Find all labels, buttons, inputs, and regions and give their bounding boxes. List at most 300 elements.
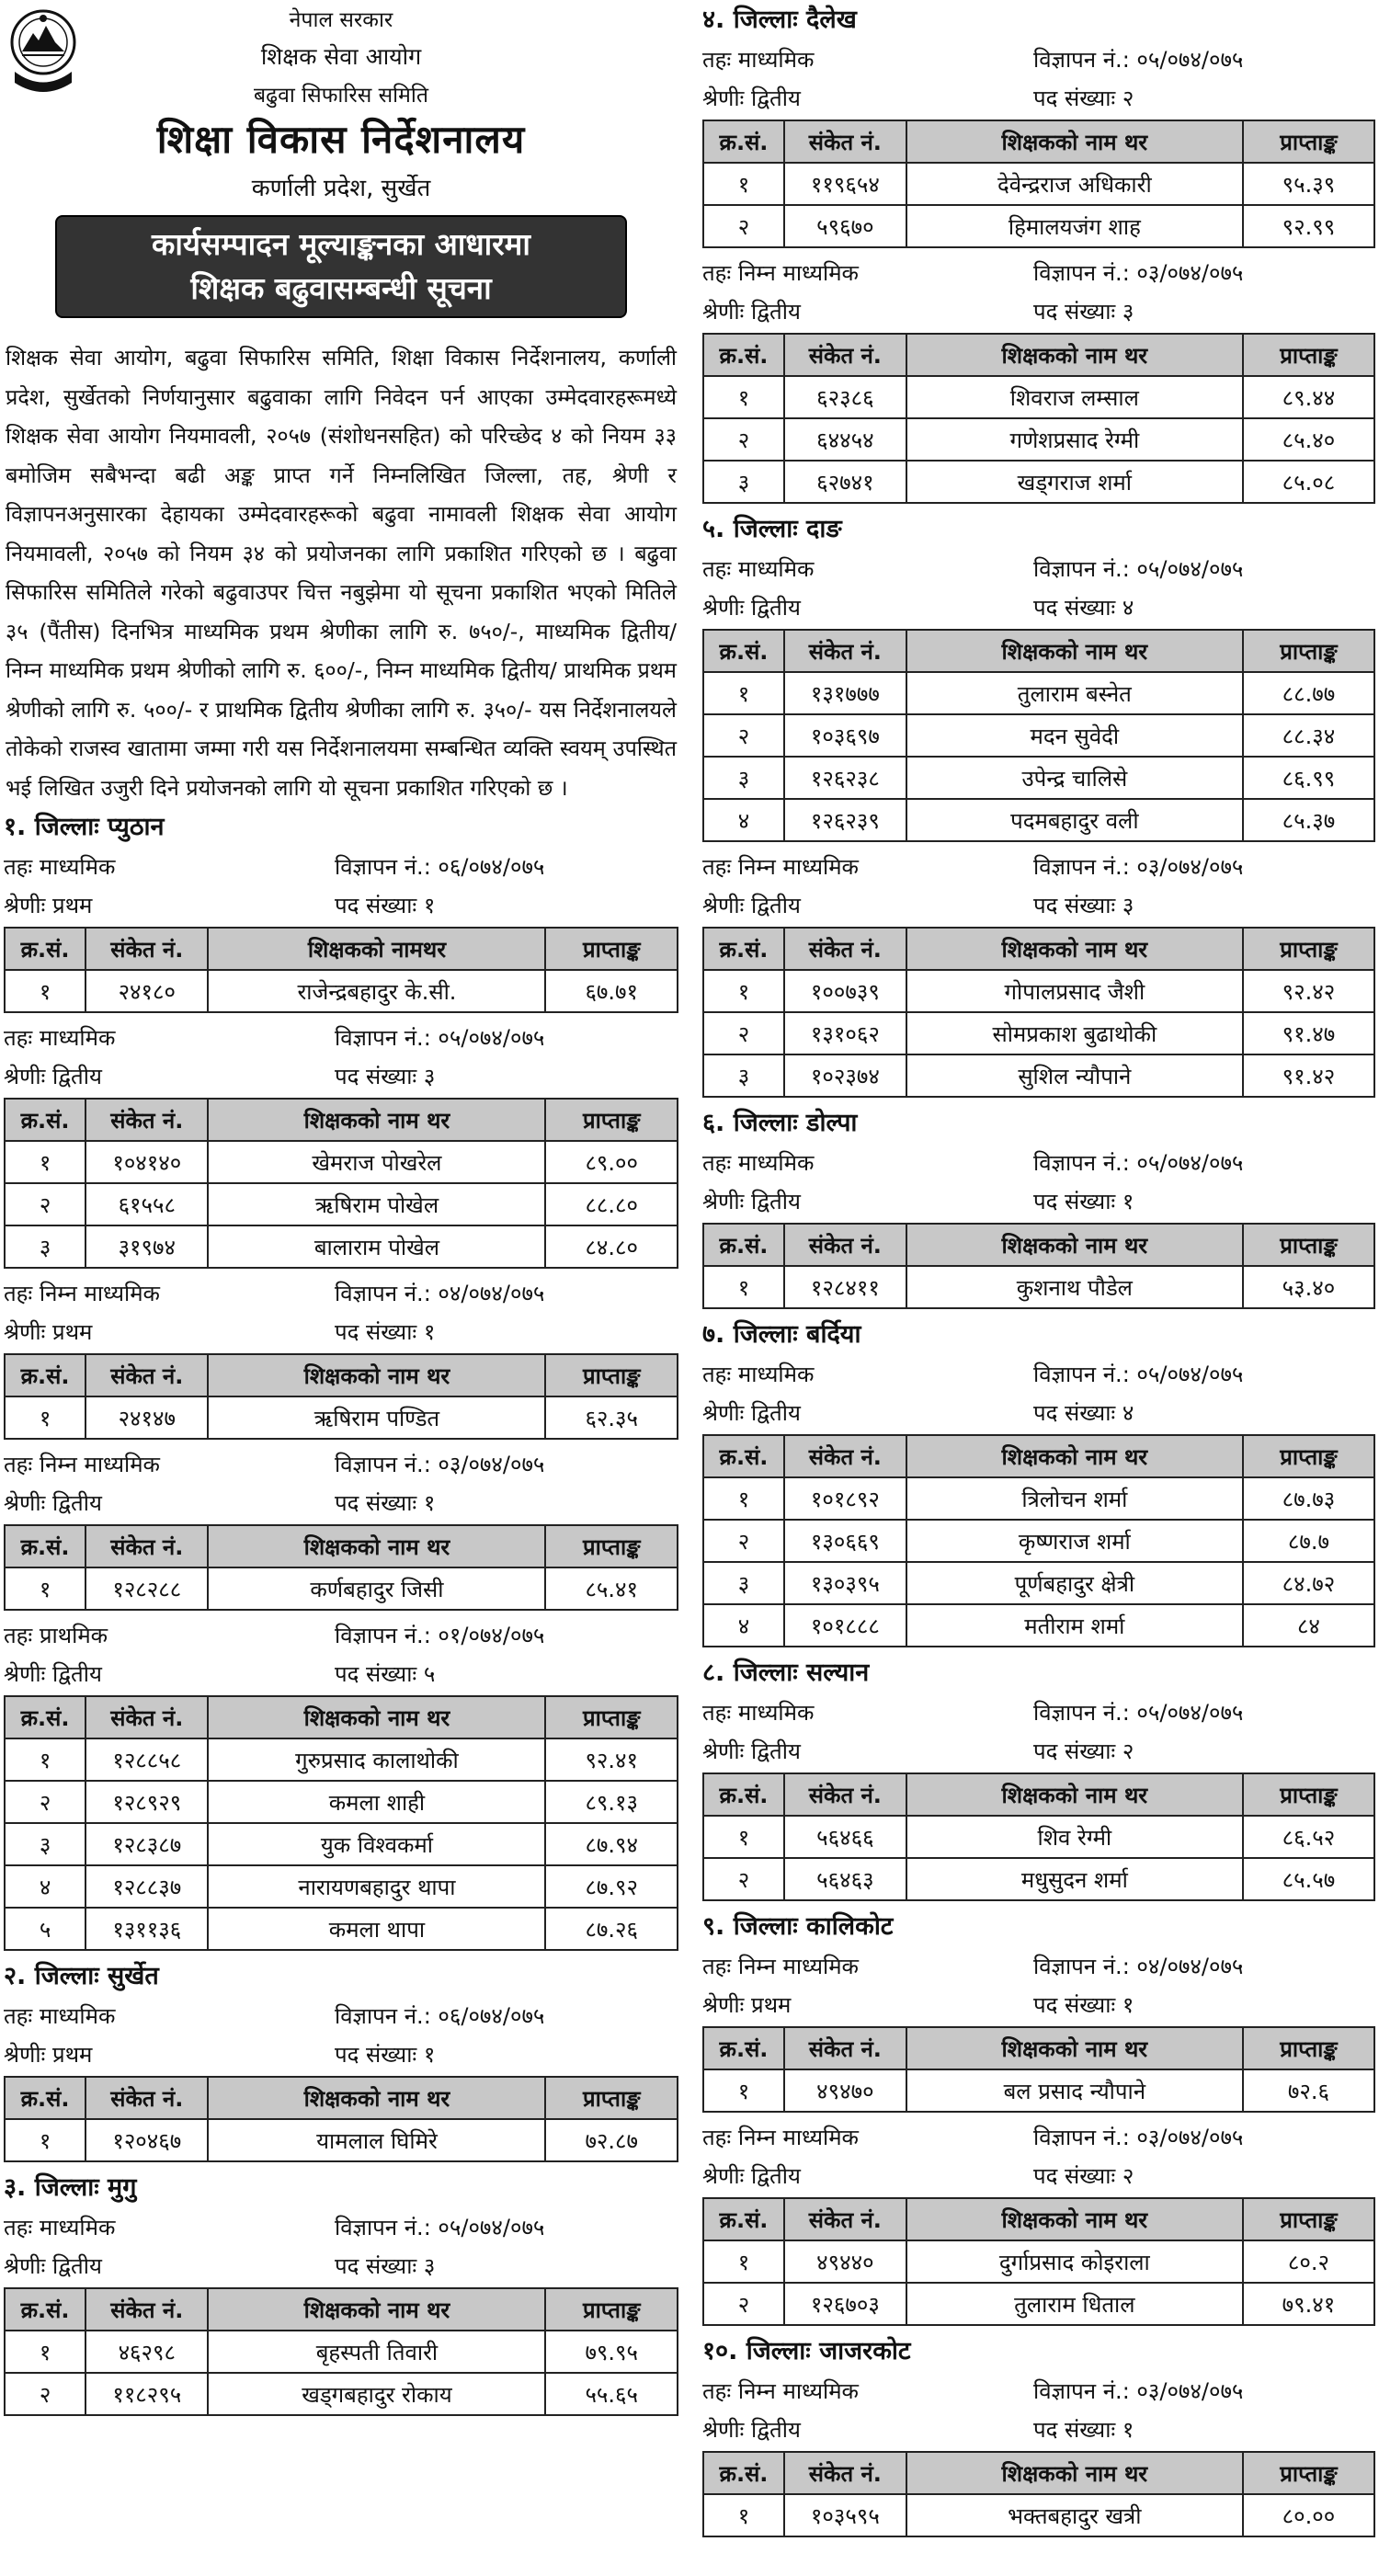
table-row [5,2119,678,2161]
serial-header: क्र.सं. [703,2198,784,2240]
code-cell: २४१४७ [85,1396,208,1439]
results-table [702,333,1375,504]
table-row [5,2373,678,2415]
level-adv-line [702,40,1375,79]
marks-cell: ८५.४० [1243,418,1374,461]
serial-cell: १ [5,2119,85,2161]
marks-header: प्राप्ताङ्क [545,1099,678,1141]
results-table [702,927,1375,1098]
district-heading: ४. जिल्लाः दैलेख [702,6,857,34]
table-row [5,2331,678,2373]
district-heading: ३. जिल्लाः मुगु [4,2173,137,2202]
code-cell: १३१७७७ [784,672,906,714]
district-section [702,509,1375,1098]
name-cell: कमला शाही [208,1781,545,1823]
marks-header: प्राप्ताङ्क [1243,928,1374,970]
marks-header: प्राप्ताङ्क [1243,334,1374,376]
advertisement-label: विज्ञापन नं.: ०५/०७४/०७५ [335,1025,545,1051]
name-header: शिक्षकको नाम थर [906,120,1243,163]
code-cell: १३१०६२ [784,1012,906,1054]
name-cell: यामलाल घिमिरे [208,2119,545,2161]
marks-cell: ७२.६ [1243,2069,1374,2112]
results-table [702,629,1375,842]
serial-cell: १ [703,1477,784,1520]
marks-cell: ९५.३९ [1243,163,1374,205]
grade-label: श्रेणीः प्रथम [4,893,93,918]
results-table [4,1695,678,1951]
results-table [4,2287,678,2416]
level-adv-line [702,550,1375,588]
grade-label: श्रेणीः द्वितीय [702,1738,801,1764]
table-row [703,1477,1374,1520]
marks-header: प्राप्ताङ्क [1243,2452,1374,2494]
serial-header: क्र.सं. [703,2452,784,2494]
name-header: शिक्षकको नाम थर [208,1354,545,1396]
level-label: तहः निम्न माध्यमिक [702,2378,859,2404]
level-label: तहः निम्न माध्यमिक [4,1281,160,1306]
header-row [5,2077,678,2119]
level-label: तहः माध्यमिक [4,2003,116,2029]
posts-label: पद संख्याः १ [1033,1189,1134,1214]
serial-header: क्र.सं. [5,1525,85,1567]
grade-label: श्रेणीः द्वितीय [4,1490,102,1516]
advertisement-label: विज्ञापन नं.: ०५/०७४/०७५ [1033,556,1244,582]
code-cell: १२६२३९ [784,799,906,841]
serial-cell: ३ [703,757,784,799]
table-row [5,1738,678,1781]
district-section [4,2168,678,2416]
code-header: संकेत नं. [85,1525,208,1567]
level-adv-line [702,848,1375,886]
code-header: संकेत नं. [784,1435,906,1477]
district-heading: ९. जिल्लाः कालिकोट [702,1912,894,1941]
level-label: तहः माध्यमिक [4,1025,116,1051]
marks-header: प्राप्ताङ्क [545,1525,678,1567]
advertisement-label: विज्ञापन नं.: ०४/०७४/०७५ [1033,1954,1244,1979]
marks-cell: ८५.०८ [1243,461,1374,503]
name-cell: बालाराम पोखेल [208,1225,545,1268]
code-cell: १२८२८८ [85,1567,208,1610]
level-adv-line [702,254,1375,292]
district-heading: २. जिल्लाः सुर्खेत [4,1962,159,1990]
marks-cell: ५३.४० [1243,1266,1374,1308]
grade-posts-line [702,1394,1375,1432]
level-adv-line [702,1355,1375,1394]
level-label: तहः माध्यमिक [702,1150,815,1176]
table-row [703,1266,1374,1308]
marks-cell: ९१.४२ [1243,1054,1374,1097]
banner-line-2: शिक्षक बढुवासम्बन्धी सूचना [190,270,492,306]
header-row [703,2452,1374,2494]
level-label: तहः निम्न माध्यमिक [702,260,859,286]
table-row [703,418,1374,461]
marks-header: प्राप्ताङ्क [1243,1224,1374,1266]
grade-posts-line [702,292,1375,331]
level-label: तहः निम्न माध्यमिक [702,1954,859,1979]
code-header: संकेत नं. [784,630,906,672]
table-row [5,1141,678,1183]
name-cell: पदमबहादुर वली [906,799,1243,841]
serial-header: क्र.सं. [703,630,784,672]
name-header: शिक्षकको नाम थर [208,1696,545,1738]
marks-cell: ६२.३५ [545,1396,678,1439]
serial-cell: ४ [703,799,784,841]
district-heading: ६. जिल्लाः डोल्पा [702,1109,858,1137]
posts-label: पद संख्याः १ [335,1490,436,1516]
grade-posts-line [4,886,678,925]
code-cell: ३१९७४ [85,1225,208,1268]
marks-header: प्राप्ताङ्क [545,1696,678,1738]
header-row [703,2198,1374,2240]
serial-cell: १ [703,163,784,205]
code-cell: १३०६६९ [784,1520,906,1562]
results-table [4,1098,678,1269]
name-cell: सोमप्रकाश बुढाथोकी [906,1012,1243,1054]
posts-label: पद संख्याः ३ [335,2253,436,2279]
header-row [703,2027,1374,2069]
serial-cell: १ [703,1816,784,1858]
results-table [702,2026,1375,2113]
district-heading: ७. जिल्लाः बर्दिया [702,1320,861,1349]
name-cell: कमला थापा [208,1908,545,1950]
serial-cell: ३ [703,1054,784,1097]
grade-label: श्रेणीः द्वितीय [702,1189,801,1214]
name-header: शिक्षकको नाम थर [906,928,1243,970]
grade-label: श्रेणीः द्वितीय [4,2253,102,2279]
name-header: शिक्षकको नामथर [208,928,545,970]
serial-cell: ३ [703,1562,784,1604]
grade-label: श्रेणीः द्वितीय [702,595,801,621]
advertisement-label: विज्ञापन नं.: ०५/०७४/०७५ [1033,1700,1244,1726]
marks-cell: ८७.९४ [545,1823,678,1865]
committee-label: बढुवा सिफारिस समिति [254,84,428,108]
district-heading: १. जिल्लाः प्युठान [4,813,165,841]
marks-cell: ५५.६५ [545,2373,678,2415]
table-row [703,2283,1374,2325]
code-cell: १२८८३७ [85,1865,208,1908]
name-header: शिक्षकको नाम थर [906,2027,1243,2069]
code-cell: ६४४५४ [784,418,906,461]
marks-cell: ७९.९५ [545,2331,678,2373]
code-cell: १३११३६ [85,1908,208,1950]
table-row [703,461,1374,503]
serial-cell: २ [5,1183,85,1225]
marks-header: प्राप्ताङ्क [545,2288,678,2331]
name-cell: गणेशप्रसाद रेग्मी [906,418,1243,461]
marks-cell: ८७.७ [1243,1520,1374,1562]
left-column [4,0,678,2422]
district-heading: ५. जिल्लाः दाङ [702,515,842,543]
level-adv-line [702,1693,1375,1732]
level-label: तहः निम्न माध्यमिक [702,854,859,880]
table-row [5,1781,678,1823]
serial-cell: ५ [5,1908,85,1950]
gov-label: नेपाल सरकार [289,8,393,32]
name-cell: त्रिलोचन शर्मा [906,1477,1243,1520]
serial-header: क्र.सं. [703,2027,784,2069]
level-adv-line [702,1144,1375,1182]
name-cell: युक विश्वकर्मा [208,1823,545,1865]
code-header: संकेत नं. [85,2077,208,2119]
advertisement-label: विज्ञापन नं.: ०३/०७४/०७५ [1033,260,1244,286]
name-header: शिक्षकको नाम थर [208,1099,545,1141]
marks-cell: ८७.९२ [545,1865,678,1908]
marks-cell: ९२.४२ [1243,970,1374,1012]
left-sections [4,807,678,2416]
code-cell: १०३६९७ [784,714,906,757]
name-cell: हिमालयजंग शाह [906,205,1243,247]
code-cell: ११८२९५ [85,2373,208,2415]
table-row [703,163,1374,205]
table-row [5,1865,678,1908]
serial-cell: २ [5,2373,85,2415]
grade-posts-line [4,2035,678,2074]
code-header: संकेत नं. [85,2288,208,2331]
name-cell: तुलाराम धिताल [906,2283,1243,2325]
advertisement-label: विज्ञापन नं.: ०४/०७४/०७५ [335,1281,545,1306]
serial-cell: ३ [5,1823,85,1865]
code-header: संकेत नं. [85,1354,208,1396]
name-cell: खड्गबहादुर रोकाय [208,2373,545,2415]
marks-cell: ८९.४४ [1243,376,1374,418]
level-label: तहः माध्यमिक [702,1700,815,1726]
header-row [703,120,1374,163]
marks-cell: ८८.३४ [1243,714,1374,757]
marks-cell: ७२.८७ [545,2119,678,2161]
grade-label: श्रेणीः द्वितीय [702,2163,801,2189]
level-label: तहः निम्न माध्यमिक [702,2125,859,2150]
marks-header: प्राप्ताङ्क [1243,2198,1374,2240]
code-cell: ४६२९८ [85,2331,208,2373]
table-row [703,1054,1374,1097]
name-cell: कुशनाथ पौडेल [906,1266,1243,1308]
table-row [703,2069,1374,2112]
level-adv-line [4,848,678,886]
marks-cell: ८७.७३ [1243,1477,1374,1520]
code-cell: १२८८५८ [85,1738,208,1781]
marks-cell: ८९.०० [545,1141,678,1183]
name-header: शिक्षकको नाम थर [906,630,1243,672]
level-label: तहः निम्न माध्यमिक [4,1452,160,1477]
marks-cell: ८७.२६ [545,1908,678,1950]
table-row [703,1012,1374,1054]
serial-cell: २ [703,205,784,247]
marks-cell: ९२.४१ [545,1738,678,1781]
grade-posts-line [702,1182,1375,1221]
results-table [702,2451,1375,2537]
code-header: संकेत नं. [85,1696,208,1738]
advertisement-label: विज्ञापन नं.: ०५/०७४/०७५ [1033,1150,1244,1176]
marks-header: प्राप्ताङ्क [545,928,678,970]
marks-cell: ९२.९९ [1243,205,1374,247]
name-cell: गोपालप्रसाद जैशी [906,970,1243,1012]
serial-cell: २ [703,714,784,757]
code-cell: १२६२३८ [784,757,906,799]
grade-posts-line [702,588,1375,627]
right-column [702,0,1375,2543]
table-row [703,970,1374,1012]
district-section [702,1315,1375,1647]
table-row [703,1562,1374,1604]
serial-header: क्र.सं. [5,928,85,970]
serial-cell: ३ [703,461,784,503]
name-cell: ऋषिराम पोखेल [208,1183,545,1225]
header-row [703,1435,1374,1477]
marks-cell: ८६.५२ [1243,1816,1374,1858]
code-header: संकेत नं. [784,334,906,376]
table-row [703,1604,1374,1647]
grade-posts-line [702,1986,1375,2024]
marks-cell: ६७.७१ [545,970,678,1012]
table-row [703,672,1374,714]
header-row [5,1099,678,1141]
district-heading: १०. जिल्लाः जाजरकोट [702,2337,911,2365]
name-cell: बृहस्पती तिवारी [208,2331,545,2373]
serial-header: क्र.सं. [5,2077,85,2119]
table-row [5,970,678,1012]
marks-cell: ८६.९९ [1243,757,1374,799]
name-cell: ऋषिराम पण्डित [208,1396,545,1439]
marks-cell: ८९.१३ [545,1781,678,1823]
serial-header: क्र.सं. [703,1224,784,1266]
posts-label: पद संख्याः १ [1033,2417,1134,2443]
district-section [4,807,678,1951]
serial-cell: १ [703,2494,784,2536]
code-cell: ५६४६३ [784,1858,906,1900]
right-sections [702,0,1375,2537]
advertisement-label: विज्ञापन नं.: ०१/०७४/०७५ [335,1623,545,1648]
code-cell: ११९६५४ [784,163,906,205]
code-cell: १०४१४० [85,1141,208,1183]
serial-header: क्र.सं. [703,120,784,163]
grade-label: श्रेणीः द्वितीय [702,299,801,325]
level-label: तहः प्राथमिक [4,1623,108,1648]
serial-cell: २ [703,1520,784,1562]
name-cell: मतीराम शर्मा [906,1604,1243,1647]
serial-header: क्र.सं. [5,2288,85,2331]
posts-label: पद संख्याः २ [1033,1738,1134,1764]
grade-label: श्रेणीः द्वितीय [702,85,801,111]
code-cell: ६२३८६ [784,376,906,418]
name-header: शिक्षकको नाम थर [906,1773,1243,1816]
serial-header: क्र.सं. [703,1773,784,1816]
grade-posts-line [702,2157,1375,2195]
header-row [703,334,1374,376]
name-cell: पूर्णबहादुर क्षेत्री [906,1562,1243,1604]
serial-cell: १ [5,970,85,1012]
name-header: शिक्षकको नाम थर [906,1435,1243,1477]
marks-header: प्राप्ताङ्क [1243,120,1374,163]
results-table [702,1434,1375,1647]
serial-cell: १ [5,1396,85,1439]
name-header: शिक्षकको नाम थर [906,2198,1243,2240]
table-row [703,2494,1374,2536]
table-row [703,1520,1374,1562]
name-cell: बल प्रसाद न्यौपाने [906,2069,1243,2112]
code-header: संकेत नं. [784,120,906,163]
serial-cell: २ [703,2283,784,2325]
serial-header: क्र.सं. [5,1354,85,1396]
posts-label: पद संख्याः १ [335,893,436,918]
name-cell: दुर्गाप्रसाद कोइराला [906,2240,1243,2283]
table-row [703,714,1374,757]
posts-label: पद संख्याः २ [1033,85,1134,111]
advertisement-label: विज्ञापन नं.: ०५/०७४/०७५ [1033,1362,1244,1387]
header-row [5,1696,678,1738]
posts-label: पद संख्याः ३ [335,1064,436,1089]
level-adv-line [4,1997,678,2035]
marks-header: प्राप्ताङ्क [1243,2027,1374,2069]
serial-cell: १ [5,1738,85,1781]
marks-cell: ९१.४७ [1243,1012,1374,1054]
header-row [5,2288,678,2331]
serial-cell: ३ [5,1225,85,1268]
name-cell: खड्गराज शर्मा [906,461,1243,503]
advertisement-label: विज्ञापन नं.: ०३/०७४/०७५ [1033,2125,1244,2150]
table-row [703,757,1374,799]
table-row [5,1567,678,1610]
results-table [4,1524,678,1611]
code-cell: ४९४४० [784,2240,906,2283]
notice-banner [55,215,627,318]
grade-posts-line [702,79,1375,118]
district-section [702,1653,1375,1901]
code-cell: २४१८० [85,970,208,1012]
code-cell: १२०४६७ [85,2119,208,2161]
level-adv-line [4,1445,678,1484]
code-cell: ४९४७० [784,2069,906,2112]
serial-cell: १ [703,2069,784,2112]
table-row [703,376,1374,418]
name-cell: कर्णबहादुर जिसी [208,1567,545,1610]
level-label: तहः माध्यमिक [702,1362,815,1387]
serial-cell: २ [5,1781,85,1823]
level-adv-line [4,2208,678,2247]
serial-cell: १ [5,2331,85,2373]
level-label: तहः माध्यमिक [4,2215,116,2240]
marks-header: प्राप्ताङ्क [1243,1773,1374,1816]
grade-label: श्रेणीः प्रथम [702,1992,792,2018]
serial-cell: २ [703,1012,784,1054]
banner-line-1: कार्यसम्पादन मूल्याङ्कनका आधारमा [152,226,530,262]
code-cell: १३०३९५ [784,1562,906,1604]
grade-label: श्रेणीः द्वितीय [702,893,801,918]
code-cell: १०२३७४ [784,1054,906,1097]
code-header: संकेत नं. [784,928,906,970]
name-cell: गुरुप्रसाद कालाथोकी [208,1738,545,1781]
name-cell: मधुसुदन शर्मा [906,1858,1243,1900]
serial-cell: १ [703,970,784,1012]
serial-header: क्र.सं. [703,1435,784,1477]
advertisement-label: विज्ञापन नं.: ०६/०७४/०७५ [335,2003,545,2029]
advertisement-label: विज्ञापन नं.: ०६/०७४/०७५ [335,854,545,880]
name-header: शिक्षकको नाम थर [906,2452,1243,2494]
results-table [4,1353,678,1440]
name-cell: शिवराज लम्साल [906,376,1243,418]
posts-label: पद संख्याः ४ [1033,1400,1134,1426]
code-cell: १०१८९२ [784,1477,906,1520]
advertisement-label: विज्ञापन नं.: ०३/०७४/०७५ [1033,2378,1244,2404]
marks-header: प्राप्ताङ्क [545,2077,678,2119]
table-row [5,1396,678,1439]
marks-cell: ८४ [1243,1604,1374,1647]
name-cell: शिव रेग्मी [906,1816,1243,1858]
province-label: कर्णाली प्रदेश, सुर्खेत [251,175,431,202]
marks-cell: ८०.२ [1243,2240,1374,2283]
grade-posts-line [4,1313,678,1351]
marks-cell: ८०.०० [1243,2494,1374,2536]
header-row [703,928,1374,970]
